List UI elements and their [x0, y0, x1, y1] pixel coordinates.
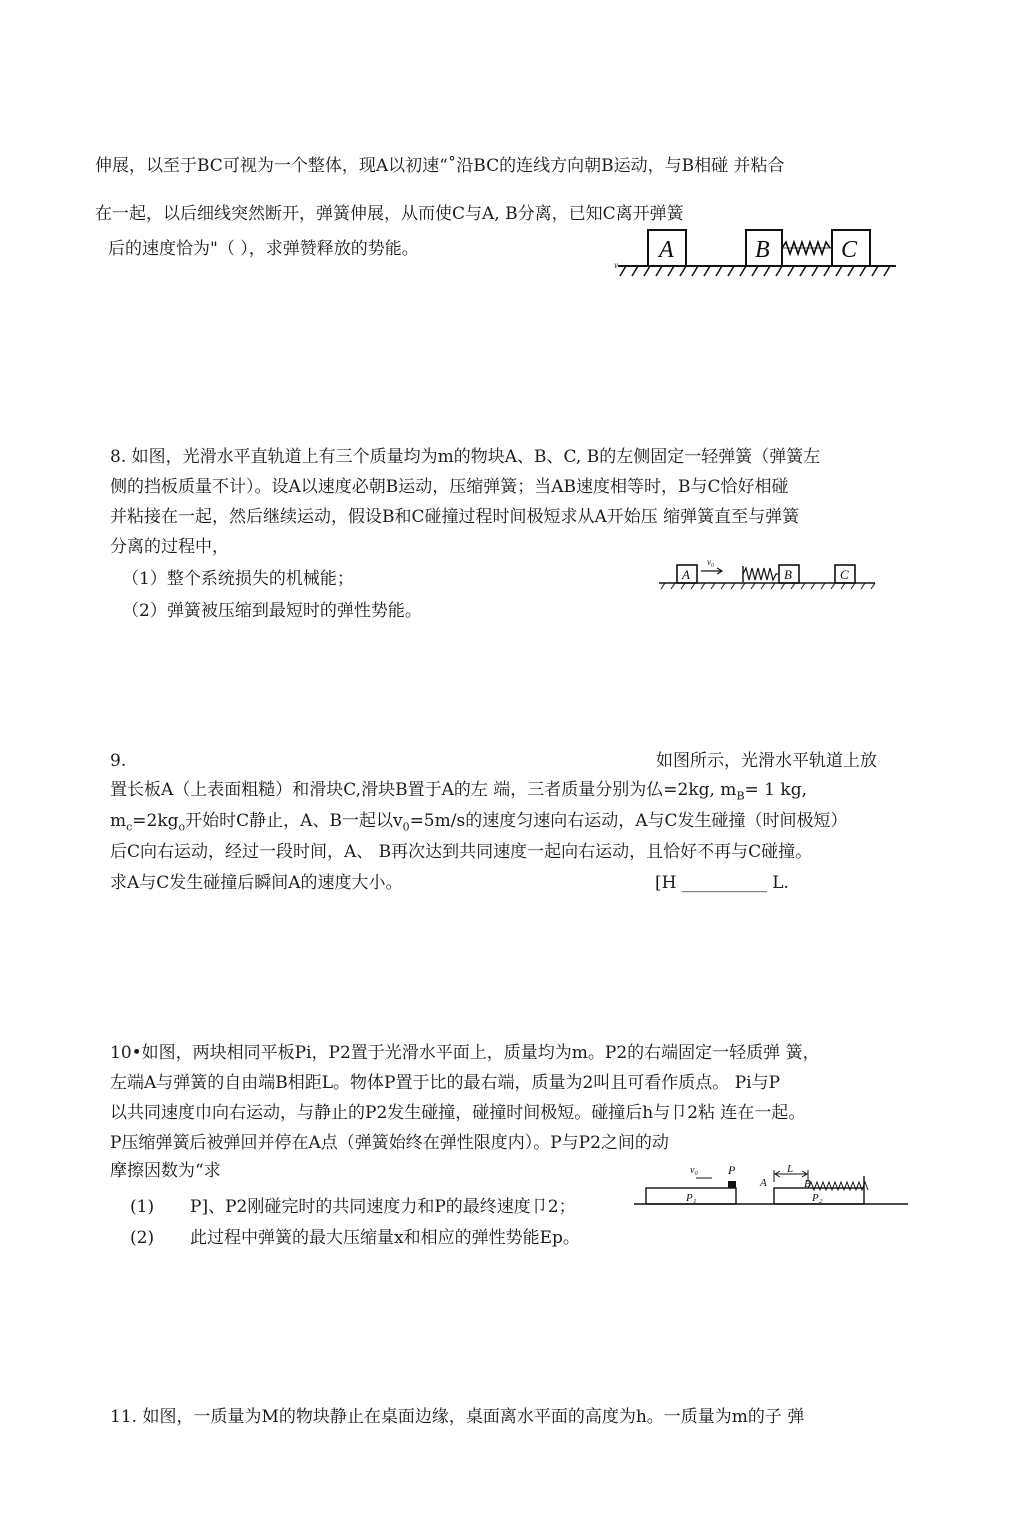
- label-b: B: [755, 237, 770, 263]
- p9-line-4: 后C向右运动，经过一段时间，A、 B再次达到共同速度一起向右运动，且恰好不再与C碰撞。: [110, 842, 813, 862]
- label-c: C: [840, 567, 849, 582]
- p11-line-1: 11. 如图，一质量为M的物块静止在桌面边缘，桌面离水平面的高度为h。一质量为m的子 弹: [110, 1407, 805, 1427]
- p8-question-2: （2）弹簧被压缩到最短时的弹性势能。: [122, 601, 422, 621]
- label-b: B: [804, 1178, 811, 1190]
- p8-line-4: 分离的过程中，: [110, 537, 229, 557]
- label-a: A: [659, 237, 674, 263]
- figure-8: [655, 555, 880, 593]
- p9-line-5: 求A与C发生碰撞后瞬间A的速度大小。: [110, 873, 403, 893]
- p10-line-3: 以共同速度巾向右运动，与静止的P2发生碰撞，碰撞时间极短。碰撞后h与卩2粘 连在一起。: [110, 1103, 806, 1123]
- object-p: [728, 1181, 736, 1188]
- p9-line-2: 置长板A（上表面粗糙）和滑块C,滑块B置于A的左 端，三者质量分别为仏=2kg, $m_B= 1$ kg,: [110, 780, 807, 803]
- spring: [808, 1182, 868, 1190]
- p7-line-3: 后的速度恰为"（ ），求弹赞释放的势能。: [108, 239, 419, 259]
- label-c: C: [841, 237, 858, 263]
- label-p2: P₂: [812, 1192, 823, 1204]
- spring: [743, 568, 778, 580]
- label-b: B: [784, 567, 792, 582]
- label-p1: P₁: [686, 1192, 697, 1204]
- label-p: P: [728, 1163, 736, 1177]
- p7-line-2: 在一起，以后细线突然断开，弹簧伸展，从而使C与A, B分离，已知C离开弹簧: [95, 204, 684, 224]
- figure-abc-spring: [612, 222, 902, 282]
- label-a: A: [760, 1177, 767, 1189]
- p10-line-2: 左端A与弹簧的自由端B相距L。物体P置于比的最右端，质量为2叫且可看作质点。 Pi与P: [110, 1073, 781, 1093]
- label-v0: v₀: [707, 557, 715, 567]
- p10-question-2-number: (2): [130, 1228, 155, 1248]
- p7-line-1: 伸展，以至于BC可视为一个整体，现A以初速“˚沿BC的连线方向朝B运动，与B相碰 并粘合: [95, 156, 785, 176]
- p10-question-2: 此过程中弹簧的最大压缩量x和相应的弹性势能Ep。: [190, 1228, 580, 1248]
- p10-line-1: 10•如图，两块相同平板Pi，P2置于光滑水平面上，质量均为m。P2的右端固定一轻质弹 簧，: [110, 1043, 820, 1063]
- p8-line-1: 8. 如图，光滑水平直轨道上有三个质量均为m的物块A、B、C, B的左侧固定一轻弹簧（弹簧左: [110, 447, 821, 467]
- p8-question-1: （1）整个系统损失的机械能；: [122, 569, 354, 589]
- p9-line-3: $m_c=2kg_o$开始时C静止，A、B一起以$v_0=5m/s$的速度匀速向右运动，A与C发生碰撞（时间极短）: [110, 811, 848, 834]
- p8-line-2: 侧的挡板质量不计）。设A以速度必朝B运动，压缩弹簧；当AB速度相等时，B与C恰好相碰: [110, 477, 789, 497]
- p9-number: 9.: [110, 751, 127, 771]
- figure-10: [632, 1160, 912, 1212]
- p8-line-3: 并粘接在一起，然后继续运动，假设B和C碰撞过程时间极短求从A开始压 缩弹簧直至与弹簧: [110, 507, 800, 527]
- p10-line-4: P压缩弹簧后被弹回并停在A点（弹簧始终在弹性限度内）。P与P2之间的动: [110, 1133, 669, 1153]
- p10-question-1-number: (1): [130, 1197, 155, 1217]
- p10-line-5: 摩擦因数为“求: [110, 1161, 221, 1181]
- p9-answer-blank: [H __________ L.: [655, 873, 789, 893]
- label-v0: v₀: [690, 1165, 698, 1176]
- p9-line-2-text: 置长板A（上表面粗糙）和滑块C,滑块B置于A的左 端，三者质量分别为仏=2kg, m: [110, 780, 737, 800]
- label-v: v: [614, 260, 618, 270]
- p10-question-1: P]、P2刚碰完时的共同速度力和P的最终速度卩2；: [190, 1197, 576, 1217]
- label-l: L: [787, 1163, 794, 1175]
- label-a: A: [682, 567, 690, 582]
- p9-line-1: 如图所示，光滑水平轨道上放: [656, 751, 877, 771]
